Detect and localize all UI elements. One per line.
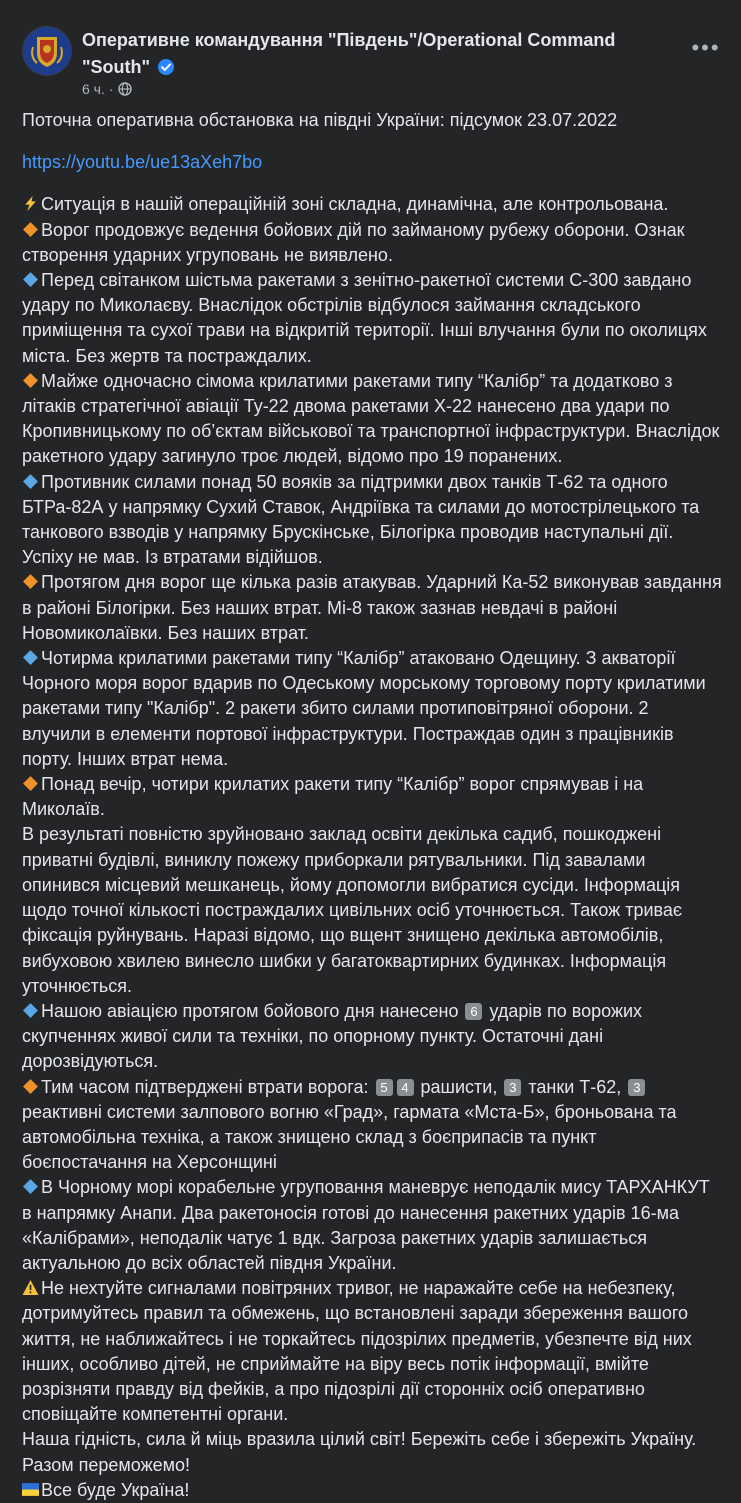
post-title: Поточна оперативна обстановка на півдні України: підсумок 23.07.2022	[22, 110, 618, 130]
orange-diamond-icon	[22, 573, 39, 590]
orange-diamond-icon	[22, 221, 39, 238]
blue-diamond-icon	[22, 1002, 39, 1019]
more-options-icon[interactable]: •••	[691, 35, 721, 60]
command-emblem-icon	[23, 27, 71, 75]
paragraph-13	[22, 1276, 722, 1427]
paragraph-11-text-c: танки Т-62,	[528, 1076, 622, 1097]
paragraph-11-text-a: Тим часом підтверджені втрати ворога:	[41, 1076, 369, 1097]
paragraph-7	[22, 646, 722, 772]
paragraph-1	[22, 192, 722, 217]
keycap-number: 4	[397, 1079, 414, 1096]
paragraph-16-text: Все буде Україна!	[41, 1479, 190, 1500]
paragraph-10-text-a: Нашою авіацією протягом бойового дня нанесено	[41, 1000, 459, 1021]
paragraph-9: В результаті повністю зруйновано заклад освіти декілька садиб, пошкоджені приватні будівлі, виниклу пожежу приборкали рятувальники. Під завалами опинився місцевий мешканець, йому допомогли вибратися сусіди. Інформація щодо точної кількості постраждалих цивільних осіб уточнюється. Також триває фіксація руйнувань. Наразі відомо, що вщент знищено декілька автомобілів, вибуховою хвилею винесло шибки у багатоквартирних будинках. Інформація уточнюється.	[22, 824, 683, 996]
paragraph-12-text: В Чорному морі корабельне угруповання маневрує неподалік мису ТАРХАНКУТ в напрямку Анапи. Два ракетоносія готові до нанесення ракетних ударів 16-ма «Калібрами», неподалік чатує 1 вдк. Загроза ракетних ударів залишається актуальною до всіх областей півдня України.	[22, 1177, 710, 1273]
keycap-number: 6	[465, 1003, 482, 1020]
keycap-number: 3	[628, 1079, 645, 1096]
paragraph-14: Наша гідність, сила й міць вразила цілий світ! Бережіть себе і збережіть Україну.	[22, 1429, 697, 1450]
paragraph-8	[22, 772, 722, 822]
paragraph-11	[22, 1075, 722, 1176]
blue-diamond-icon	[22, 1178, 39, 1195]
verified-badge-icon	[157, 58, 175, 76]
paragraph-2	[22, 218, 722, 268]
paragraph-6	[22, 570, 722, 646]
paragraph-16	[22, 1478, 722, 1503]
post-header	[22, 20, 722, 100]
paragraph-4	[22, 369, 722, 470]
warning-icon	[22, 1279, 39, 1296]
paragraph-7-text: Чотирма крилатими ракетами типу “Калібр” атаковано Одещину. З акваторії Чорного моря ворог вдарив по Одеському морському торговому порту крилатими ракетами типу "Калібр". 2 ракети збито силами протиповітряної оборони. 2 влучили в елементи портової інфраструктури. Постраждав один з працівників порту. Інших втрат нема.	[22, 648, 706, 769]
paragraph-4-text: Майже одночасно сімома крилатими ракетами типу “Калібр” та додатково з літаків стратегічної авіації Ту-22 двома ракетами Х-22 нанесено два удари по Кропивницькому по об’єктам військової та транспортної інфраструктури. Внаслідок ракетного удару загинуло троє людей, відомо про 19 поранених.	[22, 370, 720, 467]
orange-diamond-icon	[22, 775, 39, 792]
paragraph-6-text: Протягом дня ворог ще кілька разів атакував. Ударний Ка-52 виконував завдання в районі Білогірки. Без наших втрат. Мі-8 також зазнав невдачі в районі Новомиколаївки. Без наших втрат.	[22, 572, 722, 643]
page-avatar[interactable]	[22, 26, 72, 76]
orange-diamond-icon	[22, 372, 39, 389]
blue-diamond-icon	[22, 649, 39, 666]
paragraph-10-text-b: ударів по ворожих скупченнях живої сили та техніки, по опорному пункту. Остаточні дані дорозвідуються.	[22, 1000, 643, 1072]
paragraph-10	[22, 999, 722, 1075]
lightning-icon	[22, 195, 39, 212]
paragraph-1-text: Ситуація в нашій операційній зоні складна, динамічна, але контрольована.	[41, 194, 669, 215]
paragraph-12	[22, 1175, 722, 1276]
orange-diamond-icon	[22, 1078, 39, 1095]
page-name[interactable]	[82, 27, 642, 81]
paragraph-15: Разом переможемо!	[22, 1454, 191, 1475]
page-name-text[interactable]: Оперативне командування "Південь"/Operational Command "South"	[82, 30, 616, 77]
paragraph-13-text: Не нехтуйте сигналами повітряних тривог, не наражайте себе на небезпеку, дотримуйтесь правил та обмежень, що встановлені заради збереження вашого життя, не наближайтесь і не торкайтесь підозрілих предметів, убезпечте від них інших, особливо дітей, не сприймайте на віру весь потік інформації, вмійте розрізняти правду від фейків, а про підозрілі дії сторонніх осіб оперативно сповіщайте компетентні органи.	[22, 1278, 692, 1425]
youtube-link[interactable]: https://youtu.be/ue13aXeh7bo	[22, 152, 263, 173]
globe-icon[interactable]	[118, 82, 132, 96]
blue-diamond-icon	[22, 473, 39, 490]
paragraph-11-text-d: реактивні системи залпового вогню «Град», гармата «Мста-Б», броньована та автомобільна техніка, а також знищено склад з боєприпасів та пункт боєпостачання на Херсонщині	[22, 1101, 677, 1173]
blue-diamond-icon	[22, 271, 39, 288]
post-time[interactable]: 6 ч.	[82, 81, 105, 97]
paragraph-8-text: Понад вечір, чотири крилатих ракети типу “Калібр” ворог спрямував і на Миколаїв.	[22, 774, 644, 820]
paragraph-5	[22, 470, 722, 571]
paragraph-11-text-b: рашисти,	[420, 1076, 498, 1097]
paragraph-3	[22, 268, 722, 369]
ukraine-flag-icon	[22, 1481, 39, 1498]
keycap-number: 3	[504, 1079, 521, 1096]
paragraph-2-text: Ворог продовжує ведення бойових дій по займаному рубежу оборони. Ознак створення ударних угруповань не виявлено.	[22, 219, 685, 265]
paragraph-5-text: Противник силами понад 50 вояків за підтримки двох танків Т-62 та одного БТРа-82А у напрямку Сухий Ставок, Андріївка та силами до мотострілецького та танкового взводів у напрямку Брускінське, Білогірка проводив наступальні дії. Успіху не мав. Із втратами відійшов.	[22, 471, 700, 568]
meta-separator: ·	[108, 81, 114, 97]
paragraph-3-text: Перед світанком шістьма ракетами з зенітно-ракетної системи С-300 завдано удару по Миколаєву. Внаслідок обстрілів відбулося займання складського приміщення та сухої трави на відкритій території. Інші влучання були по околицях міста. Без жертв та постраждалих.	[22, 270, 707, 366]
post-body	[22, 108, 722, 1503]
keycap-number: 5	[376, 1079, 393, 1096]
post-meta	[82, 80, 132, 98]
